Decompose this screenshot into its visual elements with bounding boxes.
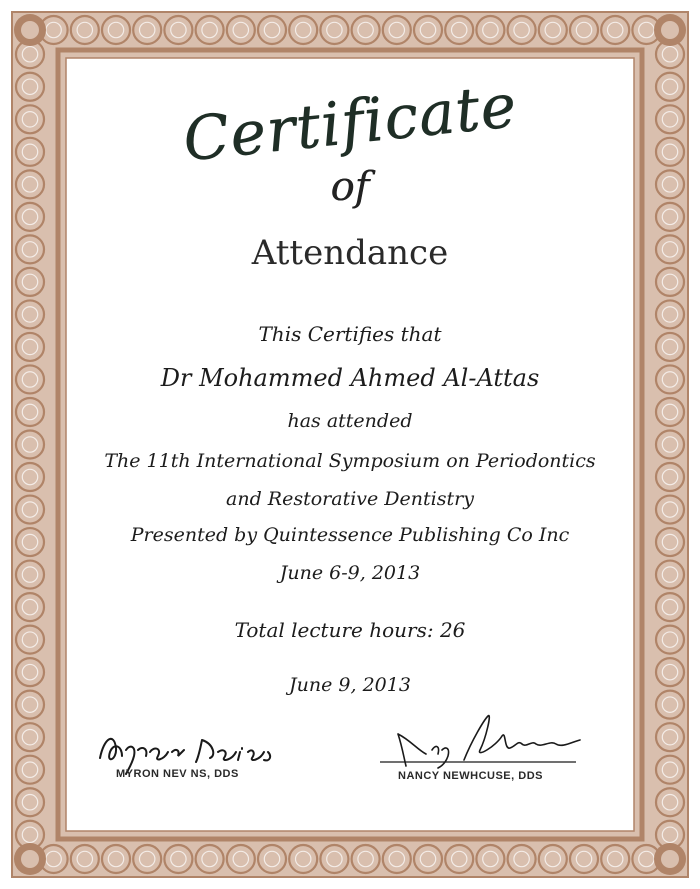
event-name-line1: The 11th International Symposium on Periodontics [104,450,596,472]
presenter-text: Presented by Quintessence Publishing Co Inc [130,524,570,546]
signatory-right-name: NANCY NEWHCUSE, DDS [398,770,543,782]
certificate-of: of [330,164,370,210]
certifies-text: This Certifies that [258,322,442,346]
signatory-left-name: MYRON NEV NS, DDS [116,768,239,780]
certificate-subtitle: Attendance [251,233,449,273]
event-dates: June 6-9, 2013 [279,562,421,584]
signature-right-icon [376,710,606,776]
certificate-title: Certificate [179,70,521,176]
issue-date: June 9, 2013 [289,674,411,696]
recipient-name: Dr Mohammed Ahmed Al-Attas [160,364,540,392]
event-name-line2: and Restorative Dentistry [226,488,474,510]
certificate-body [78,68,622,824]
lecture-hours: Total lecture hours: 26 [234,618,466,642]
attended-text: has attended [287,410,413,432]
